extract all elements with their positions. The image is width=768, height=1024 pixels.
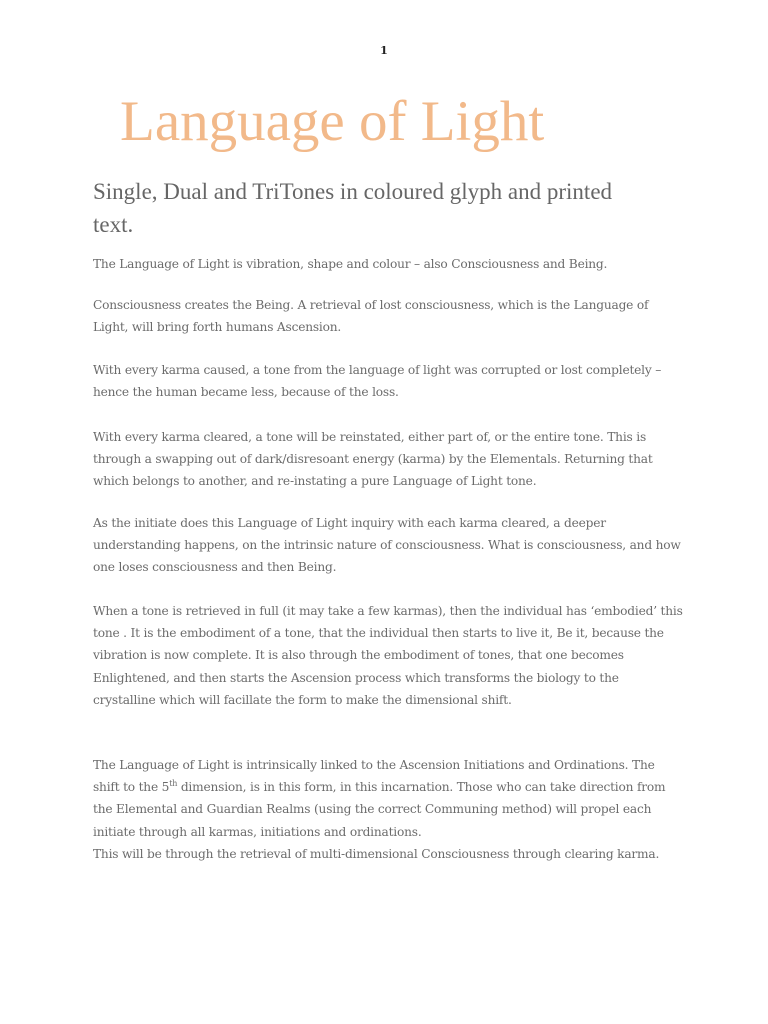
paragraph-5-text: As the initiate does this Language of Light inquiry with each karma cleared, a deeper understanding happens, on the intrinsic nature of consciousness. What is consciousness, and how one loses consciousness and then Being. (93, 516, 681, 575)
paragraph-7 (93, 754, 683, 865)
paragraph-7-part-b: dimension, is in this form, in this incarnation. Those who can take direction from the Elemental and Guardian Realms (using the correct Communing method) will propel each initiate through all karmas, initiations and ordinations. (93, 780, 666, 839)
paragraph-6-text: When a tone is retrieved in full (it may take a few karmas), then the individual has ‘embodied’ this tone . It is the embodiment of a tone, that the individual then starts to live it, Be it, because the vibration is now complete. It is also through the embodiment of tones, that one becomes Enlightened, and then starts the Ascension process which transforms the biology to the crystalline which will facillate the form to make the dimensional shift. (93, 604, 683, 707)
document-title: Language of Light (120, 90, 545, 153)
paragraph-4 (93, 426, 683, 493)
paragraph-7-text (93, 754, 683, 843)
paragraph-6 (93, 600, 683, 711)
document-subtitle: Single, Dual and TriTones in coloured glyph and printed text. (93, 179, 613, 237)
paragraph-1 (93, 253, 683, 275)
paragraph-7-part-a: The Language of Light is intrinsically linked to the Ascension Initiations and Ordinations. The shift to the 5 (93, 758, 655, 795)
paragraph-2-text: Consciousness creates the Being. A retrieval of lost consciousness, which is the Language of Light, will bring forth humans Ascension. (93, 298, 649, 335)
paragraph-4-text: With every karma cleared, a tone will be reinstated, either part of, or the entire tone. This is through a swapping out of dark/disresoant energy (karma) by the Elementals. Returning that which belongs to another, and re-instating a pure Language of Light tone. (93, 430, 653, 489)
paragraph-3-text: With every karma caused, a tone from the language of light was corrupted or lost completely – hence the human became less, because of the loss. (93, 363, 662, 400)
page-number: 1 (380, 44, 388, 57)
paragraph-1-text: The Language of Light is vibration, shape and colour – also Consciousness and Being. (93, 257, 608, 271)
paragraph-5 (93, 512, 683, 579)
paragraph-8-text: This will be through the retrieval of multi-dimensional Consciousness through clearing karma. (93, 846, 660, 861)
paragraph-3 (93, 359, 683, 403)
ordinal-superscript: th (169, 779, 178, 789)
paragraph-2 (93, 294, 683, 338)
